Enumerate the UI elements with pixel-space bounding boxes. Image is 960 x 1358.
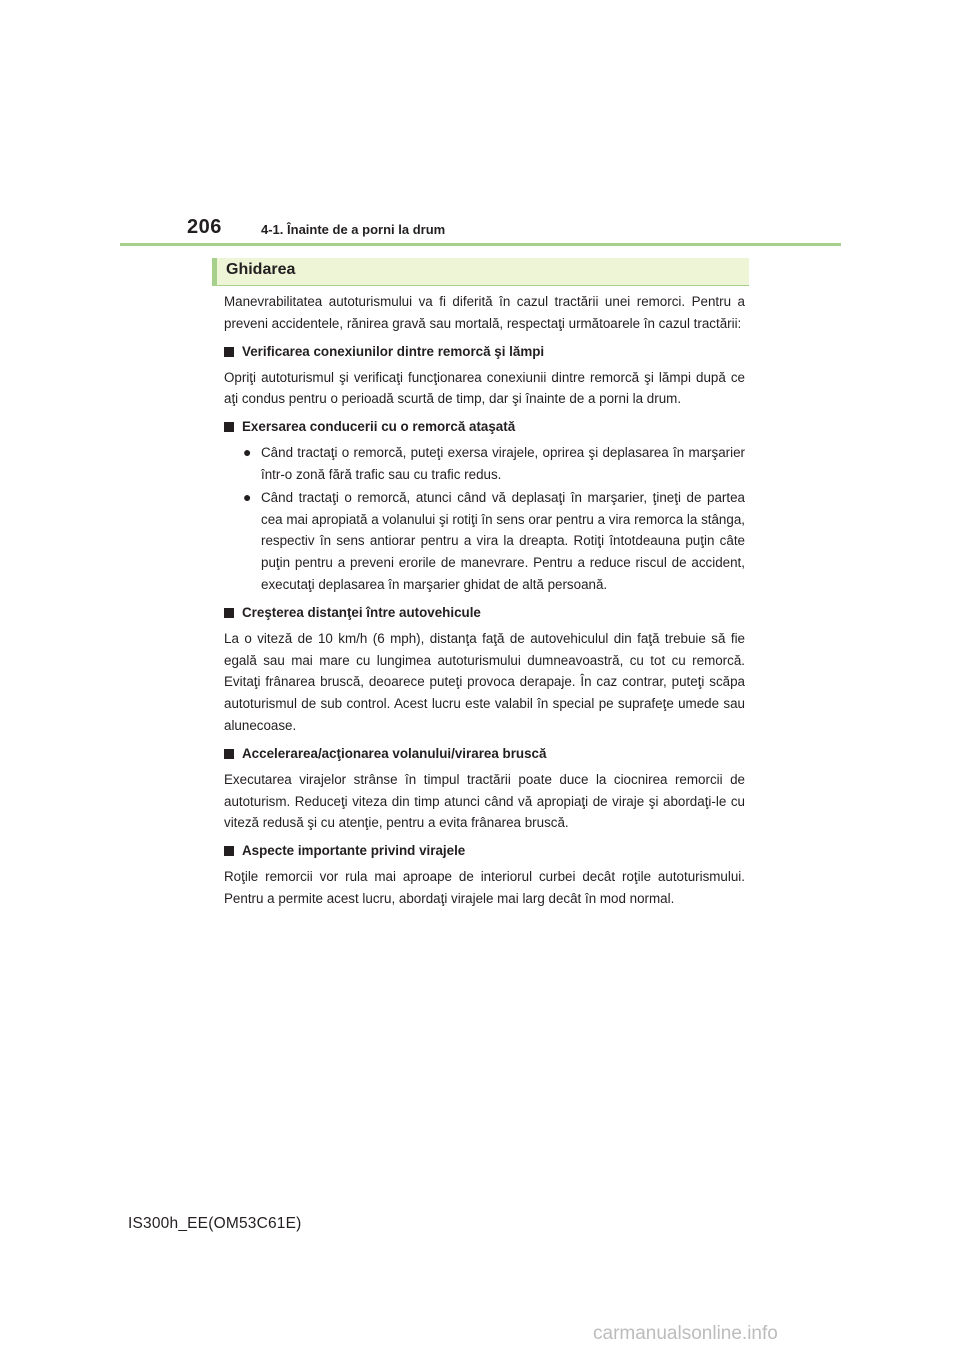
list-item-text: Când tractaţi o remorcă, atunci când vă deplasaţi în marşarier, ţineţi de partea cea mai apropiată a volanului şi rotiţi în sens orar pentru a vira remorca la stânga, respectiv în sens antiorar pentru a vira la dreapta. Rotiţi întotdeauna puţin câte puţin pentru a preveni erorile de manevrare. Pentru a reduce riscul de accident, executaţi deplasarea în marşarier ghidat de altă persoană.	[261, 489, 745, 592]
topic-heading	[224, 602, 745, 624]
section-title-bar	[212, 258, 749, 286]
topic-connections	[224, 341, 745, 411]
topic-body: Opriţi autoturismul şi verificaţi funcţionarea conexiunii dintre remorcă şi lămpi după ce aţi condus pentru o perioadă scurtă de timp, dar şi înainte de a porni la drum.	[224, 369, 745, 407]
topic-body: La o viteză de 10 km/h (6 mph), distanţa faţă de autovehiculul din faţă trebuie să fie egală sau mai mare cu lungimea autoturismului dumneavoastră, cu tot cu remorcă. Evitaţi frânarea bruscă, deoarece puteţi provoca derapaje. În caz contrar, puteţi scăpa autoturismul de sub control. Acest lucru este valabil în special pe suprafeţe umede sau alunecoase.	[224, 630, 745, 733]
topic-heading	[224, 743, 745, 765]
topic-turning	[224, 840, 745, 910]
topic-body: Roţile remorcii vor rula mai aproape de interiorul curbei decât roţile autoturismului. Pentru a permite acest lucru, abordaţi virajele mai larg decât în mod normal.	[224, 869, 745, 906]
header-divider	[120, 243, 841, 246]
watermark-link[interactable]: carmanualsonline.info	[593, 1323, 778, 1344]
topic-distance	[224, 602, 745, 737]
topic-heading-text: Accelerarea/acţionarea volanului/virarea bruscă	[242, 745, 547, 761]
topic-heading	[224, 416, 745, 438]
square-bullet-icon	[224, 749, 234, 759]
list-item-text: Când tractaţi o remorcă, puteţi exersa virajele, oprirea şi deplasarea în marşarier într-o zonă fără trafic sau cu trafic redus.	[261, 445, 745, 482]
square-bullet-icon	[224, 608, 234, 618]
round-bullet-icon: ●	[243, 444, 252, 461]
main-content	[224, 291, 745, 910]
section-title: Ghidarea	[226, 261, 296, 278]
topic-sudden-maneuvers	[224, 743, 745, 834]
list-item	[243, 442, 745, 486]
intro-paragraph: Manevrabilitatea autoturismului va fi diferită în cazul tractării unei remorci. Pentru a preveni accidentele, rănirea gravă sau mortală, respectaţi următoarele în cazul tractării:	[224, 294, 745, 331]
topic-heading-text: Exersarea conducerii cu o remorcă ataşată	[242, 419, 516, 435]
model-code: IS300h_EE(OM53C61E)	[128, 1215, 302, 1232]
topic-body: Executarea virajelor strânse în timpul tractării poate duce la ciocnirea remorcii de autoturism. Reduceţi viteza din timp atunci când vă apropiaţi de viraje şi abordaţi-le cu viteză redusă şi cu atenţie, pentru a evita frânarea bruscă.	[224, 771, 745, 831]
list-item	[243, 487, 745, 596]
round-bullet-icon: ●	[243, 488, 252, 505]
topic-practice	[224, 416, 745, 596]
square-bullet-icon	[224, 347, 234, 357]
topic-heading-text: Verificarea conexiunilor dintre remorcă şi lămpi	[242, 343, 545, 359]
square-bullet-icon	[224, 422, 234, 432]
topic-heading-text: Aspecte importante privind virajele	[242, 843, 466, 859]
page-number: 206	[187, 216, 222, 238]
topic-heading	[224, 341, 745, 363]
topic-heading	[224, 840, 745, 862]
chapter-title: 4-1. Înainte de a porni la drum	[261, 222, 446, 237]
topic-heading-text: Creşterea distanţei între autovehicule	[242, 604, 481, 620]
square-bullet-icon	[224, 846, 234, 856]
